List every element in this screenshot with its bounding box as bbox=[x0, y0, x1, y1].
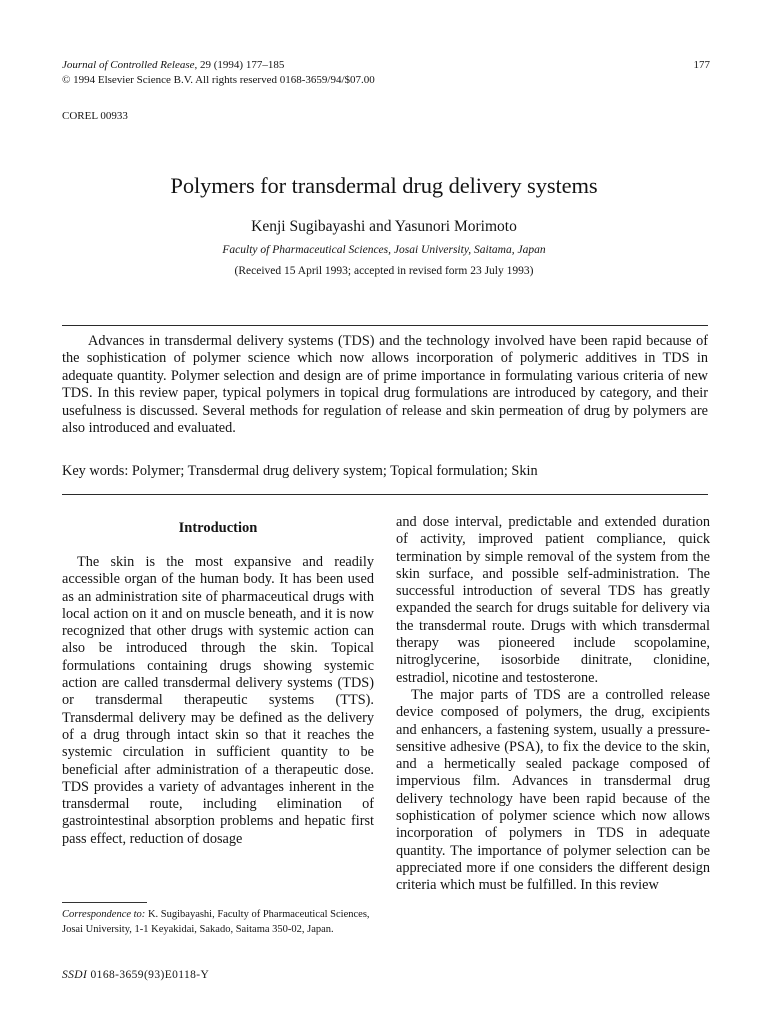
ssdi-label: SSDI bbox=[62, 969, 88, 981]
abstract-bottom-rule bbox=[62, 494, 708, 495]
journal-volume-pages: , 29 (1994) 177–185 bbox=[194, 59, 285, 71]
abstract-text: Advances in transdermal delivery systems (TDS) and the technology involved have been rapid because of the sophistication of polymer science which now allows incorporation of polymeric additives in TDS in adequate quantity. Polymer selection and design are of prime importance in formulating various criteria of new TDS. In this review paper, typical polymers in topical drug formulations are introduced by category, and their usefulness is discussed. Several methods for regulation of release and skin permeation of drug by polymers are also introduced and evaluated. bbox=[62, 333, 708, 437]
copyright-line: © 1994 Elsevier Science B.V. All rights reserved 0168-3659/94/$07.00 bbox=[62, 74, 375, 86]
left-column bbox=[62, 514, 374, 848]
footnote-text: K. Sugibayashi, Faculty of Pharmaceutical Sciences, Josai University, 1-1 Keyakidai, Sakado, Saitama 350-02, Japan. bbox=[62, 909, 370, 935]
journal-citation bbox=[62, 58, 375, 88]
footnote-rule bbox=[62, 902, 147, 903]
section-heading-introduction: Introduction bbox=[178, 520, 258, 536]
body-paragraph: The skin is the most expansive and readily accessible organ of the human body. It has been used as an administration site of pharmaceutical drugs with local action on it and on muscle beneath, and it is now recognized that other drugs with systemic action can also be introduced through the skin. Topical formulations containing drugs showing systemic action are called transdermal delivery systems (TDS) or transdermal therapeutic systems (TTS). Transdermal delivery may be defined as the delivery of a drug through intact skin so that it reaches the systemic circulation in sufficient quantity to be beneficial after administration of a therapeutic dose. TDS provides a variety of advantages inherent in the transdermal route, including elimination of gastrointestinal absorption problems and hepatic first pass effect, reduction of dosage bbox=[62, 554, 374, 847]
journal-name: Journal of Controlled Release bbox=[62, 59, 195, 71]
page-number: 177 bbox=[693, 59, 710, 71]
abstract-top-rule bbox=[62, 325, 708, 326]
author-affiliation: Faculty of Pharmaceutical Sciences, Josai University, Saitama, Japan bbox=[222, 244, 546, 256]
article-authors: Kenji Sugibayashi and Yasunori Morimoto bbox=[251, 218, 517, 235]
body-paragraph: The major parts of TDS are a controlled release device composed of polymers, the drug, excipients and enhancers, a fastening system, usually a pressure-sensitive adhesive (PSA), to fix the device to the skin, and a hermetically sealed package composed of impervious film. Advances in transdermal drug delivery technology have been rapid because of the sophistication of polymer science which now allows incorporation of polymers in TDS in adequate quantity. The importance of polymer selection can be appreciated more if one considers the different design criteria which must be fulfilled. In this review bbox=[396, 686, 710, 894]
body-paragraph: and dose interval, predictable and extended duration of activity, improved patient compliance, quick termination by simple removal of the system from the skin surface, and possible self-administration. The successful introduction of several TDS has greatly expanded the search for drugs suitable for delivery via the transdermal route. Drugs with which transdermal therapy was pioneered include scopolamine, nitroglycerine, isosorbide dinitrate, clonidine, estradiol, nicotine and testosterone. bbox=[396, 514, 710, 686]
right-column bbox=[396, 514, 710, 895]
correspondence-footnote bbox=[62, 908, 374, 937]
ssdi-value: 0168-3659(93)E0118-Y bbox=[87, 969, 210, 981]
footnote-label: Correspondence to: bbox=[62, 909, 146, 920]
abstract bbox=[62, 333, 708, 437]
ssdi-code bbox=[62, 968, 209, 982]
keywords: Key words: Polymer; Transdermal drug delivery system; Topical formulation; Skin bbox=[62, 463, 538, 479]
article-title: Polymers for transdermal drug delivery systems bbox=[170, 173, 598, 198]
received-dates: (Received 15 April 1993; accepted in revised form 23 July 1993) bbox=[234, 265, 534, 277]
corel-id: COREL 00933 bbox=[62, 110, 128, 122]
